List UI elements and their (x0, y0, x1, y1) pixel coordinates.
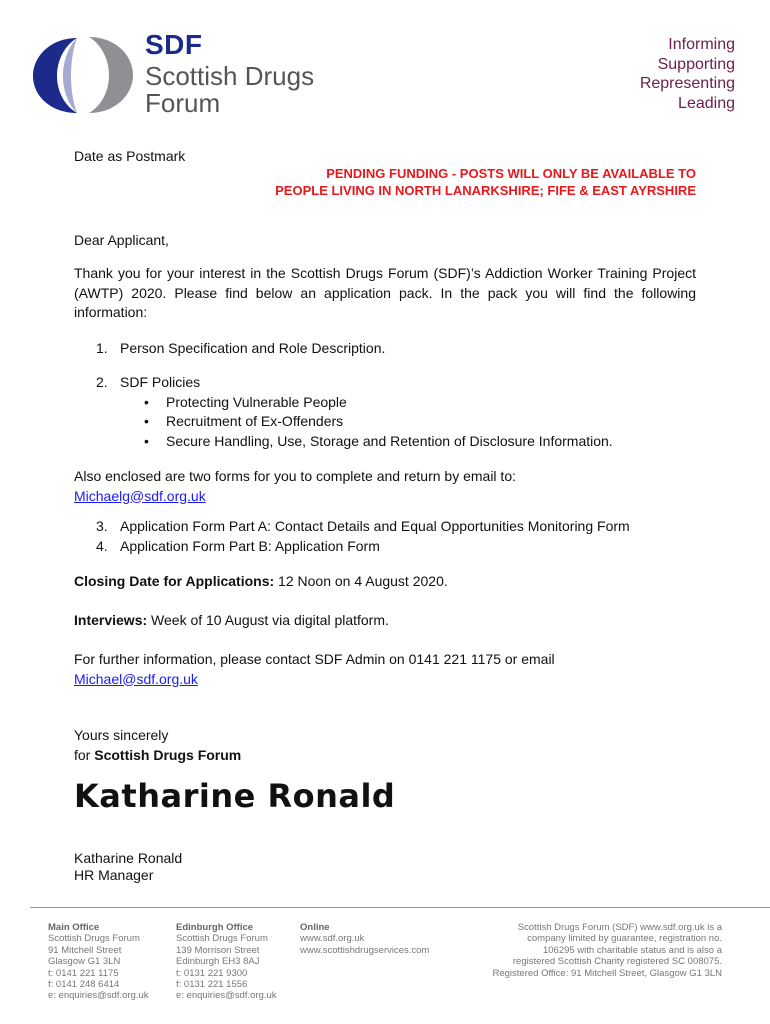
footer-heading: Online (300, 922, 330, 933)
bullet: • (144, 413, 149, 429)
signoff-org: Scottish Drugs Forum (94, 746, 242, 763)
footer-line: e: enquiries@sdf.org.uk (48, 990, 149, 1002)
footer-link[interactable]: www.scottishdrugservices.com (300, 944, 430, 956)
closing-date (74, 572, 448, 592)
list-item (74, 339, 714, 359)
policy-item (74, 393, 714, 413)
policy-item (74, 432, 714, 452)
footer-main-office (48, 922, 148, 1002)
footer-line: Edinburgh EH3 8AJ (176, 956, 260, 968)
funding-notice (275, 165, 696, 199)
bullet: • (144, 432, 149, 449)
signoff-for (74, 746, 241, 766)
sdf-logo-icon (33, 36, 133, 114)
signer-name: Katharine Ronald (74, 850, 183, 866)
list-number: 3. (96, 518, 108, 534)
signoff-text: Yours sincerely (74, 727, 169, 743)
list-item (74, 373, 714, 393)
closing-date-value: 12 Noon on 4 August 2020. (274, 573, 448, 589)
list-number: 1. (96, 340, 108, 356)
list-item-text: SDF Policies (120, 374, 201, 390)
footer-line: Glasgow G1 3LN (48, 956, 121, 968)
tagline-line: Leading (678, 94, 735, 112)
policies-section (74, 373, 714, 451)
footer-line: Scottish Drugs Forum (176, 933, 268, 945)
tagline-line: Supporting (657, 55, 735, 73)
footer-line: Scottish Drugs Forum (SDF) www.sdf.org.uk is a (517, 922, 722, 933)
footer-line: 139 Morrison Street (176, 944, 260, 956)
enclosed-text: Also enclosed are two forms for you to complete and return by email to: (74, 468, 516, 484)
footer-heading: Main Office (48, 922, 100, 933)
footer-line: company limited by guarantee, registration no. (527, 933, 722, 945)
further-info (74, 650, 714, 689)
brand-name-line2: Forum (145, 88, 221, 118)
footer-line: f: 0141 248 6414 (48, 979, 120, 991)
funding-notice-line: PEOPLE LIVING IN NORTH LANARKSHIRE; FIFE & EAST AYRSHIRE (275, 183, 696, 198)
footer-line: 106295 with charitable status and is also a (542, 944, 722, 956)
list-number: 4. (96, 537, 108, 554)
interviews-value: Week of 10 August via digital platform. (147, 612, 389, 628)
list-item (74, 537, 714, 557)
tagline-line: Informing (668, 36, 735, 53)
footer-line: Scottish Drugs Forum (48, 933, 140, 945)
list-item-text: Person Specification and Role Description. (120, 340, 386, 356)
footer-divider (30, 907, 770, 908)
footer-line: registered Scottish Charity registered SC 008075. (512, 956, 722, 968)
forms-list (74, 517, 714, 556)
interviews-label: Interviews: (74, 612, 148, 628)
footer-edinburgh-office (176, 922, 276, 1002)
list-item (74, 517, 714, 537)
list-item-text: Application Form Part A: Contact Details and Equal Opportunities Monitoring Form (120, 518, 630, 534)
tagline (640, 35, 735, 113)
policies-list (74, 393, 714, 452)
bullet: • (144, 393, 149, 410)
footer-line: f: 0131 221 1556 (176, 979, 248, 991)
closing-date-label: Closing Date for Applications: (74, 573, 275, 589)
brand-name-line1: Scottish Drugs (145, 61, 315, 91)
enclosed-email-link[interactable]: Michaelg@sdf.org.uk (74, 487, 206, 504)
signature: Katharine Ronald (74, 777, 396, 815)
policy-item-text: Recruitment of Ex-Offenders (166, 413, 344, 429)
tagline-line: Representing (639, 75, 735, 92)
policy-item-text: Protecting Vulnerable People (166, 393, 347, 410)
further-info-email-link[interactable]: Michael@sdf.org.uk (74, 670, 198, 687)
footer-line: 91 Mitchell Street (48, 944, 122, 956)
footer-line: t: 0131 221 9300 (176, 967, 248, 979)
policy-item-text: Secure Handling, Use, Storage and Retention of Disclosure Information. (166, 432, 613, 449)
further-info-text: For further information, please contact SDF Admin on 0141 221 1175 or email (74, 651, 555, 667)
list-item-text: Application Form Part B: Application Form (120, 537, 380, 554)
intro-paragraph: Thank you for your interest in the Scottish Drugs Forum (SDF)’s Addiction Worker Training Project (AWTP) 2020. Please find below an application pack. In the pack you will find the following information: (74, 265, 696, 320)
numbered-list (74, 339, 714, 359)
list-number: 2. (96, 374, 108, 390)
letter-date: Date as Postmark (74, 148, 186, 164)
signoff-for-prefix: for (74, 746, 95, 763)
funding-notice-line: PENDING FUNDING - POSTS WILL ONLY BE AVAILABLE TO (326, 166, 696, 181)
footer-line: t: 0141 221 1175 (48, 967, 119, 979)
enclosed-paragraph (74, 467, 714, 506)
signoff (74, 726, 241, 765)
footer-heading: Edinburgh Office (176, 922, 254, 933)
footer-legal (462, 922, 722, 979)
footer-link[interactable]: www.sdf.org.uk (300, 933, 365, 945)
footer-online (300, 922, 429, 956)
policy-item (74, 412, 714, 432)
signer-block (74, 850, 182, 884)
interviews (74, 611, 389, 631)
signer-role: HR Manager (74, 867, 154, 883)
brand-abbreviation: SDF (145, 29, 203, 60)
footer-line: e: enquiries@sdf.org.uk (176, 990, 277, 1002)
salutation: Dear Applicant, (74, 232, 169, 248)
footer-line: Registered Office: 91 Mitchell Street, Glasgow G1 3LN (492, 967, 722, 979)
